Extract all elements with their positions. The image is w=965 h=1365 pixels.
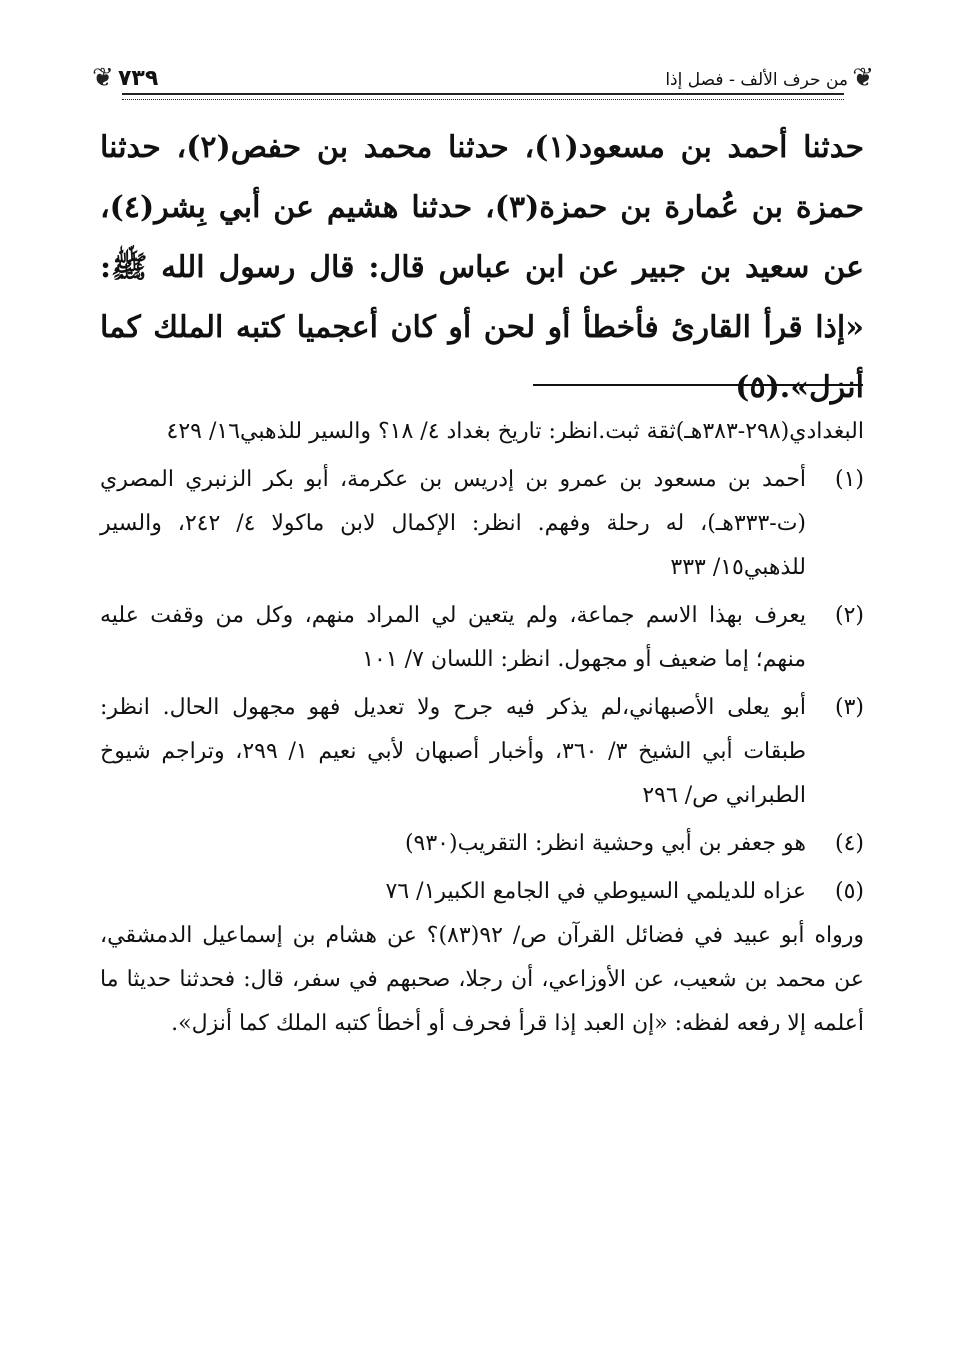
header-title: من حرف الألف - فصل إذا xyxy=(665,70,848,90)
footnote-number: (٢) xyxy=(834,603,864,628)
main-paragraph: حدثنا أحمد بن مسعود(١)، حدثنا محمد بن حفص(٢)، حدثنا حمزة بن عُمارة بن حمزة(٣)، حدثنا هشيم عن أبي بِشر(٤)، عن سعيد بن جبير عن ابن عباس قال: قال رسول الله ﷺ: «إذا قرأ القارئ فأخطأ أو لحن أو كان أعجميا كتبه الملك كما أنزل».(٥) xyxy=(100,130,865,405)
footnote-2 xyxy=(100,594,864,682)
footnote-number: (١) xyxy=(834,467,864,492)
footnote-carryover: البغدادي(٢٩٨-٣٨٣هـ)ثقة ثبت.انظر: تاريخ بغداد ٤/ ١٨؟ والسير للذهبي١٦/ ٤٢٩ xyxy=(166,419,864,444)
footnote-number: (٤) xyxy=(834,831,864,856)
footnotes xyxy=(100,410,864,1046)
footnote-number: (٣) xyxy=(834,695,864,720)
footnote-text: يعرف بهذا الاسم جماعة، ولم يتعين لي المراد منهم، وكل من وقفت عليه منهم؛ إما ضعيف أو مجهول. انظر: اللسان ٧/ ١٠١ xyxy=(100,603,806,672)
footnote-5 xyxy=(100,870,864,914)
footnote-continuation: ورواه أبو عبيد في فضائل القرآن ص/ ٩٢(٨٣)؟ عن هشام بن إسماعيل الدمشقي، عن محمد بن شعيب، عن الأوزاعي، أن رجلا، صحبهم في سفر، قال: فحدثنا حديثا ما أعلمه إلا رفعه لفظه: «إن العبد إذا قرأ فحرف أو أخطأ كتبه الملك كما أنزل». xyxy=(100,923,865,1036)
footnote-text: هو جعفر بن أبي وحشية انظر: التقريب(٩٣٠) xyxy=(404,831,806,856)
ornament-icon: ❦ xyxy=(852,63,874,93)
ornament-icon: ❦ xyxy=(92,63,114,93)
header-rule xyxy=(122,93,844,100)
footnote-4 xyxy=(100,822,864,866)
footnote-text: عزاه للديلمي السيوطي في الجامع الكبير١/ ٧٦ xyxy=(385,879,806,904)
footnote-text: أحمد بن مسعود بن عمرو بن إدريس بن عكرمة، أبو بكر الزنبري المصري (ت-٣٣٣هـ)، له رحلة وفهم. انظر: الإكمال لابن ماكولا ٤/ ٢٤٢، والسير للذهبي١٥/ ٣٣٣ xyxy=(100,467,807,580)
main-text xyxy=(100,118,864,418)
footnote-3 xyxy=(100,686,864,818)
footnote-number: (٥) xyxy=(834,879,864,904)
page-number: ٧٣٩ xyxy=(118,66,159,91)
footnote-text: أبو يعلى الأصبهاني،لم يذكر فيه جرح ولا تعديل فهو مجهول الحال. انظر: طبقات أبي الشيخ ٣/ ٣٦٠، وأخبار أصبهان لأبي نعيم ١/ ٢٩٩، وتراجم شيوخ الطبراني ص/ ٢٩٦ xyxy=(100,695,807,808)
footnote-separator xyxy=(533,384,863,386)
page-header xyxy=(92,62,874,106)
footnote-1 xyxy=(100,458,864,590)
